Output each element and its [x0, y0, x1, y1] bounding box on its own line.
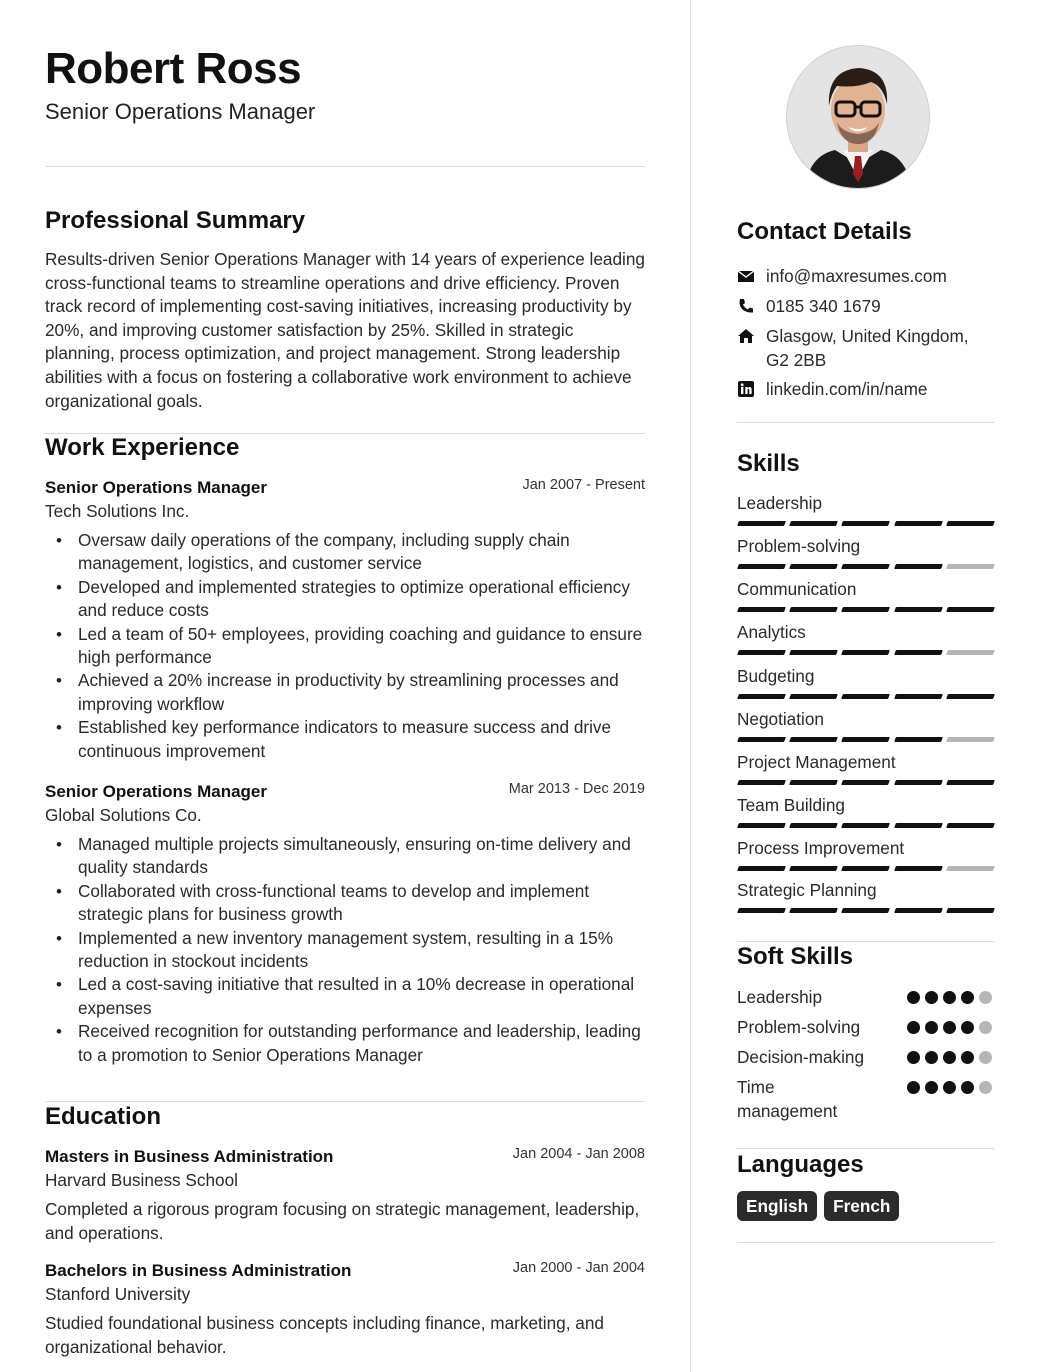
soft-skill-level — [907, 1051, 987, 1065]
skill-bar-segment — [894, 737, 943, 742]
skill-bar-segment — [946, 650, 995, 655]
skill-bar-segment — [946, 607, 995, 612]
soft-skill-name: Decision-making — [737, 1047, 865, 1067]
job-company: Global Solutions Co. — [45, 805, 202, 825]
candidate-name: Robert Ross — [45, 44, 302, 93]
skill-level — [738, 866, 994, 871]
skill-name: Team Building — [737, 795, 845, 815]
skill-bar-segment — [737, 737, 786, 742]
language-list — [737, 1191, 899, 1221]
skill-item — [737, 751, 995, 794]
skill-bar-segment — [841, 694, 890, 699]
skill-bar-segment — [894, 694, 943, 699]
profile-photo — [787, 46, 929, 188]
skill-item — [737, 665, 995, 708]
skill-bar-segment — [789, 823, 838, 828]
job-bullets — [45, 833, 645, 1067]
skill-bar-segment — [946, 694, 995, 699]
education-description: Studied foundational business concepts including finance, marketing, and organizational behavior. — [45, 1313, 604, 1357]
skill-bar-segment — [946, 780, 995, 785]
skill-bar-segment — [789, 521, 838, 526]
skill-item — [737, 708, 995, 751]
skill-bar-segment — [737, 694, 786, 699]
soft-skill-dot — [925, 1051, 938, 1064]
degree: Bachelors in Business Administration — [45, 1261, 352, 1280]
linkedin-icon — [737, 380, 755, 398]
skill-bar-segment — [841, 564, 890, 569]
soft-skill-dot — [943, 1051, 956, 1064]
skill-bar-segment — [946, 866, 995, 871]
contact-linkedin — [737, 378, 995, 402]
phone-icon — [737, 297, 755, 315]
soft-skill-dot — [907, 1051, 920, 1064]
skill-bar-segment — [841, 866, 890, 871]
job-bullet: • Led a team of 50+ employees, providing coaching and guidance to ensure high performance — [45, 623, 645, 670]
skill-bar-segment — [894, 823, 943, 828]
soft-skill-dot — [961, 1021, 974, 1034]
soft-skill-name: Leadership — [737, 987, 823, 1007]
soft-skill-dot — [907, 991, 920, 1004]
skills-heading: Skills — [737, 450, 800, 477]
summary-heading: Professional Summary — [45, 207, 306, 234]
skill-bar-segment — [946, 823, 995, 828]
skill-level — [738, 521, 994, 526]
soft-skill-item — [737, 1045, 995, 1071]
degree: Masters in Business Administration — [45, 1147, 334, 1166]
phone-number: 0185 340 1679 — [766, 296, 881, 316]
skill-bar-segment — [894, 780, 943, 785]
skill-bar-segment — [894, 908, 943, 913]
skill-name: Leadership — [737, 493, 823, 513]
skill-bar-segment — [894, 564, 943, 569]
skill-bar-segment — [789, 607, 838, 612]
skill-item — [737, 837, 995, 880]
soft-skill-dot — [961, 991, 974, 1004]
job-entry — [45, 781, 645, 1071]
skill-bar-segment — [737, 823, 786, 828]
skill-level — [738, 780, 994, 785]
soft-skill-dot — [961, 1051, 974, 1064]
skill-bar-segment — [737, 564, 786, 569]
skill-level — [738, 564, 994, 569]
soft-skill-name: Problem-solving — [737, 1017, 861, 1037]
skill-name: Strategic Planning — [737, 880, 877, 900]
skill-name: Process Improvement — [737, 838, 905, 858]
skill-item — [737, 535, 995, 578]
soft-skill-dot — [925, 1021, 938, 1034]
soft-skill-dot — [943, 1021, 956, 1034]
skill-bar-segment — [789, 650, 838, 655]
contact-heading: Contact Details — [737, 218, 912, 245]
email-link[interactable]: info@maxresumes.com — [766, 266, 947, 286]
education-dates: Jan 2004 - Jan 2008 — [512, 1146, 645, 1162]
skill-name: Budgeting — [737, 666, 815, 686]
job-bullets — [45, 529, 645, 763]
skill-level — [738, 607, 994, 612]
soft-skill-dot — [943, 991, 956, 1004]
education-entry — [45, 1260, 645, 1360]
soft-skill-dot — [943, 1081, 956, 1094]
skill-bar-segment — [841, 908, 890, 913]
skill-bar-segment — [841, 650, 890, 655]
soft-skill-dot — [979, 1021, 992, 1034]
avatar — [786, 45, 930, 189]
skill-bar-segment — [737, 908, 786, 913]
skill-name: Communication — [737, 579, 857, 599]
header-divider — [45, 166, 645, 167]
job-bullet: • Oversaw daily operations of the company, including supply chain management, logistics, and customer service — [45, 529, 645, 576]
skill-bar-segment — [946, 737, 995, 742]
linkedin-link[interactable]: linkedin.com/in/name — [766, 379, 928, 399]
skill-bar-segment — [789, 780, 838, 785]
skill-bar-segment — [841, 607, 890, 612]
home-icon — [737, 327, 755, 345]
summary-text: Results-driven Senior Operations Manager with 14 years of experience leading cross-functional teams to streamline operations and drive efficiency. Proven track record of implementing cost-saving initiatives, increasing productivity by 20%, and improving customer satisfaction by 25%. Skilled in strategic planning, process optimization, and project management. Strong leadership abilities with a focus on fostering a collaborative work environment to achieve organizational goals. — [45, 249, 645, 411]
soft-skill-level — [907, 1081, 987, 1095]
job-entry — [45, 477, 645, 767]
soft-skills-divider — [737, 1148, 995, 1149]
job-bullet: • Developed and implemented strategies to optimize operational efficiency and reduce costs — [45, 576, 645, 623]
job-bullet: • Established key performance indicators to measure success and drive continuous improvement — [45, 716, 645, 763]
skill-name: Analytics — [737, 622, 806, 642]
education-description: Completed a rigorous program focusing on strategic management, leadership, and operations. — [45, 1199, 640, 1243]
skill-bar-segment — [894, 607, 943, 612]
skill-level — [738, 694, 994, 699]
skill-bar-segment — [946, 908, 995, 913]
languages-heading: Languages — [737, 1151, 864, 1178]
school: Stanford University — [45, 1284, 191, 1304]
skill-bar-segment — [946, 521, 995, 526]
column-divider — [690, 0, 691, 1372]
job-dates: Jan 2007 - Present — [522, 477, 645, 493]
school: Harvard Business School — [45, 1170, 238, 1190]
contact-phone — [737, 295, 995, 319]
skill-bar-segment — [737, 866, 786, 871]
skill-bar-segment — [737, 607, 786, 612]
address-text: Glasgow, United Kingdom, G2 2BB — [766, 326, 969, 370]
skill-bar-segment — [841, 823, 890, 828]
job-bullet: • Received recognition for outstanding performance and leadership, leading to a promotion to Senior Operations Manager — [45, 1020, 645, 1067]
skill-bar-segment — [789, 737, 838, 742]
job-company: Tech Solutions Inc. — [45, 501, 190, 521]
skill-level — [738, 823, 994, 828]
skill-bar-segment — [789, 866, 838, 871]
experience-heading: Work Experience — [45, 434, 240, 461]
skill-name: Negotiation — [737, 709, 824, 729]
skill-item — [737, 621, 995, 664]
soft-skill-dot — [979, 1081, 992, 1094]
skill-bar-segment — [737, 650, 786, 655]
skill-level — [738, 908, 994, 913]
soft-skill-level — [907, 1021, 987, 1035]
language-chip-english: English — [737, 1191, 817, 1221]
soft-skill-name: Time management — [737, 1077, 838, 1121]
education-heading: Education — [45, 1103, 162, 1130]
skill-bar-segment — [841, 780, 890, 785]
soft-skill-dot — [979, 1051, 992, 1064]
soft-skill-dot — [979, 991, 992, 1004]
soft-skill-item — [737, 985, 995, 1011]
skill-name: Project Management — [737, 752, 896, 772]
contact-email — [737, 265, 995, 289]
job-bullet: • Collaborated with cross-functional teams to develop and implement strategic plans for business growth — [45, 880, 645, 927]
skill-bar-segment — [841, 737, 890, 742]
soft-skill-dot — [925, 1081, 938, 1094]
skill-name: Problem-solving — [737, 536, 861, 556]
education-dates: Jan 2000 - Jan 2004 — [512, 1260, 645, 1276]
skill-item — [737, 492, 995, 535]
job-bullet: • Implemented a new inventory management system, resulting in a 15% reduction in stockout incidents — [45, 927, 645, 974]
soft-skill-dot — [907, 1021, 920, 1034]
skill-level — [738, 650, 994, 655]
skill-bar-segment — [737, 780, 786, 785]
candidate-title: Senior Operations Manager — [45, 99, 316, 124]
education-entry — [45, 1146, 645, 1246]
skill-bar-segment — [894, 521, 943, 526]
skill-level — [738, 737, 994, 742]
contact-address — [737, 325, 995, 373]
skill-item — [737, 794, 995, 837]
soft-skills-heading: Soft Skills — [737, 943, 854, 970]
skill-bar-segment — [737, 521, 786, 526]
skill-bar-segment — [789, 908, 838, 913]
envelope-icon — [737, 267, 755, 285]
skill-bar-segment — [894, 866, 943, 871]
soft-skill-dot — [907, 1081, 920, 1094]
job-title: Senior Operations Manager — [45, 478, 267, 497]
job-dates: Mar 2013 - Dec 2019 — [508, 781, 645, 797]
skill-item — [737, 879, 995, 922]
skill-bar-segment — [789, 694, 838, 699]
job-bullet: • Managed multiple projects simultaneously, ensuring on-time delivery and quality standards — [45, 833, 645, 880]
job-title: Senior Operations Manager — [45, 782, 267, 801]
skill-bar-segment — [789, 564, 838, 569]
soft-skill-dot — [961, 1081, 974, 1094]
soft-skill-item — [737, 1075, 995, 1125]
job-bullet: • Achieved a 20% increase in productivity by streamlining processes and improving workflow — [45, 669, 645, 716]
languages-divider — [737, 1242, 995, 1243]
soft-skill-item — [737, 1015, 995, 1041]
skill-bar-segment — [946, 564, 995, 569]
soft-skill-dot — [925, 991, 938, 1004]
skill-bar-segment — [894, 650, 943, 655]
job-bullet: • Led a cost-saving initiative that resulted in a 10% decrease in operational expenses — [45, 973, 645, 1020]
skill-item — [737, 578, 995, 621]
soft-skill-level — [907, 991, 987, 1005]
contact-divider — [737, 422, 995, 423]
skill-bar-segment — [841, 521, 890, 526]
language-chip-french: French — [824, 1191, 899, 1221]
